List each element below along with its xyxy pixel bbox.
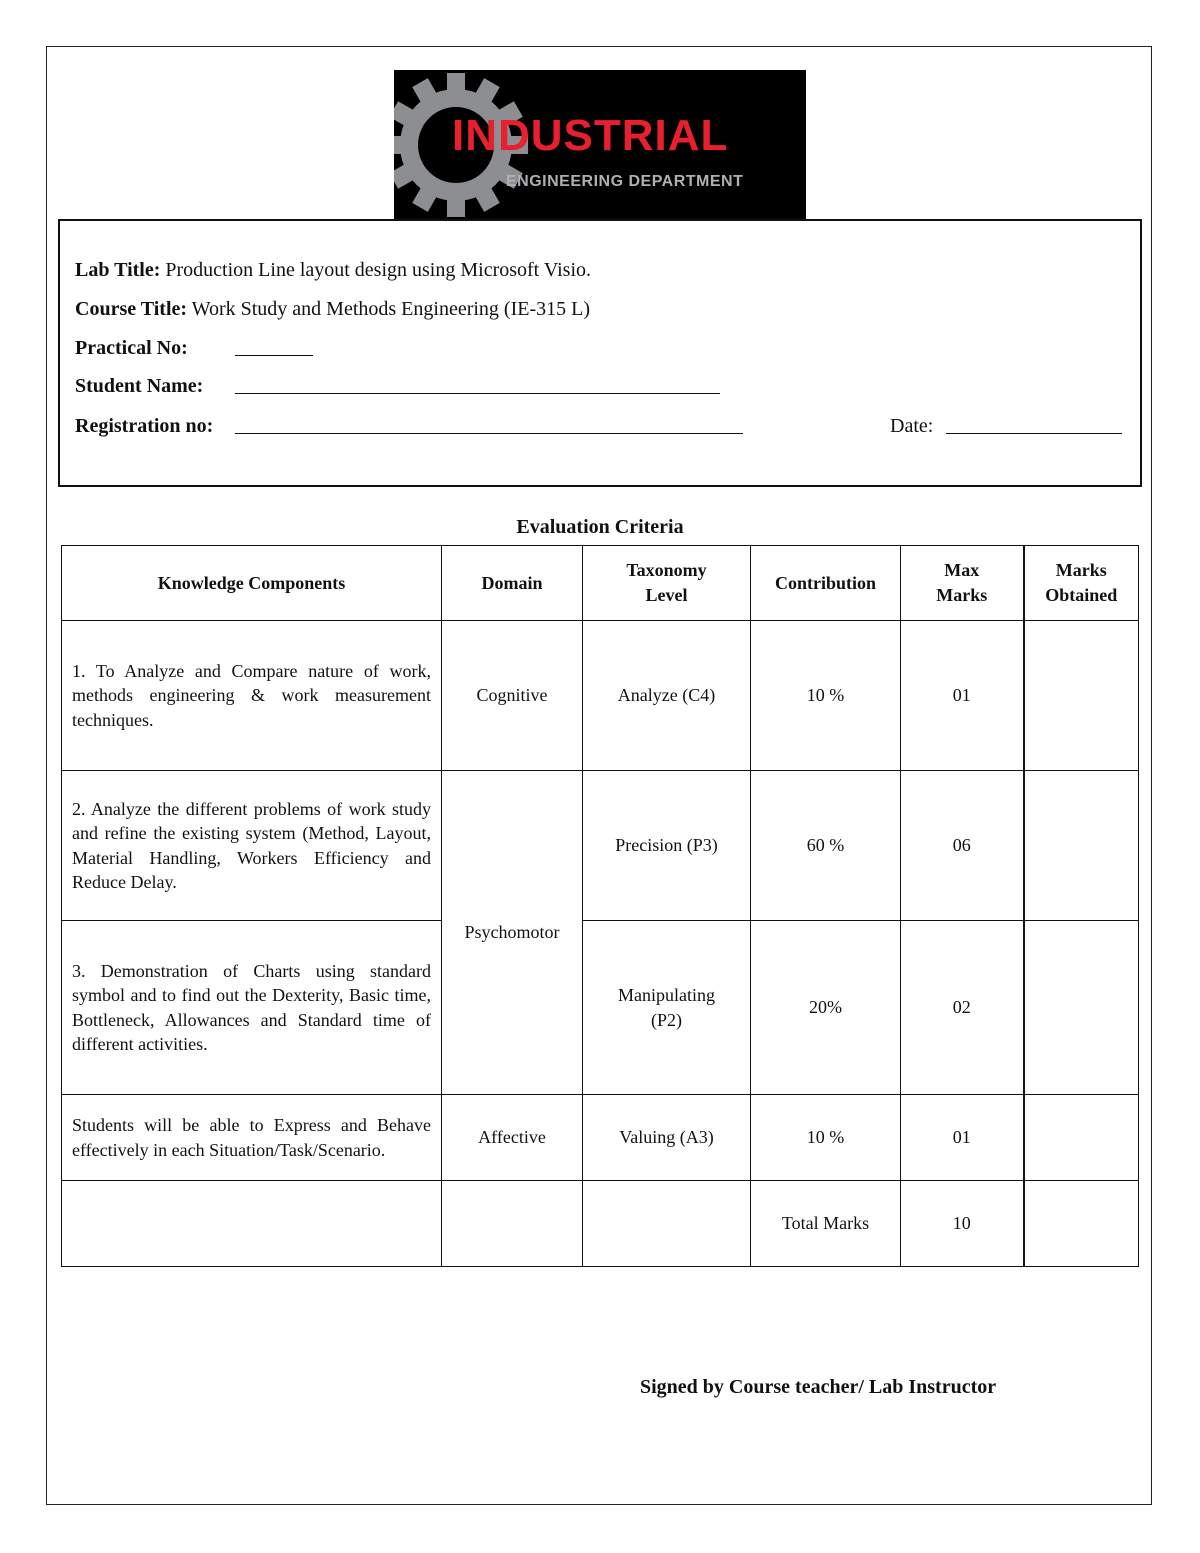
header-obtained-line1: Marks — [1055, 560, 1107, 580]
domain-cell: Affective — [442, 1095, 583, 1181]
empty-cell — [583, 1181, 751, 1267]
date-line — [890, 414, 933, 438]
lab-title-line — [75, 258, 591, 282]
header-max-marks — [901, 546, 1024, 621]
logo-title: INDUSTRIAL — [452, 111, 729, 160]
contribution-cell: 10 % — [751, 1095, 901, 1181]
header-taxonomy-line2: Level — [645, 585, 688, 605]
knowledge-component-2: 2. Analyze the different problems of work study and refine the existing system (Method, Layout, Material Handling, Workers Efficiency and Reduce Delay. — [62, 771, 442, 921]
empty-cell — [62, 1181, 442, 1267]
practical-no-label: Practical No: — [75, 337, 188, 359]
total-marks-obtained-cell[interactable] — [1024, 1181, 1139, 1267]
department-logo — [394, 70, 806, 220]
marks-obtained-cell[interactable] — [1024, 771, 1139, 921]
evaluation-criteria-title: Evaluation Criteria — [516, 516, 684, 538]
marks-obtained-cell[interactable] — [1024, 921, 1139, 1095]
table-row — [62, 621, 1139, 771]
knowledge-component-3: 3. Demonstration of Charts using standard symbol and to find out the Dexterity, Basic time, Bottleneck, Allowances and Standard time of different activities. — [62, 921, 442, 1095]
table-header-row — [62, 546, 1139, 621]
course-title-label: Course Title: — [75, 298, 188, 320]
taxonomy-line2: (P2) — [651, 1009, 682, 1030]
date-label: Date: — [890, 415, 934, 437]
header-max-line2: Marks — [936, 585, 988, 605]
knowledge-component-4: Students will be able to Express and Behave effectively in each Situation/Task/Scenario. — [62, 1095, 442, 1181]
signature-line: Signed by Course teacher/ Lab Instructor — [640, 1376, 997, 1398]
taxonomy-cell: Precision (P3) — [583, 771, 751, 921]
evaluation-criteria-table — [61, 545, 1139, 1267]
header-obtained-line2: Obtained — [1045, 585, 1118, 605]
registration-no-line — [75, 414, 213, 438]
taxonomy-line1: Manipulating — [618, 984, 715, 1005]
header-marks-obtained — [1024, 546, 1139, 621]
max-marks-cell: 01 — [901, 1095, 1024, 1181]
registration-no-field[interactable] — [235, 415, 743, 434]
taxonomy-cell: Analyze (C4) — [583, 621, 751, 771]
practical-no-field[interactable] — [235, 337, 313, 356]
lab-info-box — [58, 219, 1142, 487]
student-name-field[interactable] — [235, 375, 720, 394]
total-row — [62, 1181, 1139, 1267]
max-marks-cell: 02 — [901, 921, 1024, 1095]
lab-title-value: Production Line layout design using Microsoft Visio. — [165, 259, 592, 281]
domain-cell: Cognitive — [442, 621, 583, 771]
contribution-cell: 60 % — [751, 771, 901, 921]
date-field[interactable] — [946, 415, 1122, 434]
contribution-cell: 10 % — [751, 621, 901, 771]
marks-obtained-cell[interactable] — [1024, 621, 1139, 771]
table-row — [62, 1095, 1139, 1181]
header-taxonomy-level — [583, 546, 751, 621]
empty-cell — [442, 1181, 583, 1267]
domain-cell-merged: Psychomotor — [442, 771, 583, 1095]
total-marks-value: 10 — [901, 1181, 1024, 1267]
student-name-label: Student Name: — [75, 375, 204, 397]
course-title-value: Work Study and Methods Engineering (IE-315 L) — [191, 298, 590, 320]
marks-obtained-cell[interactable] — [1024, 1095, 1139, 1181]
header-contribution: Contribution — [751, 546, 901, 621]
practical-no-line — [75, 336, 188, 360]
header-domain: Domain — [442, 546, 583, 621]
student-name-line — [75, 374, 203, 398]
contribution-cell: 20% — [751, 921, 901, 1095]
logo-subtitle: ENGINEERING DEPARTMENT — [506, 173, 744, 190]
taxonomy-cell — [583, 921, 751, 1095]
taxonomy-cell: Valuing (A3) — [583, 1095, 751, 1181]
course-title-line — [75, 297, 590, 321]
header-taxonomy-line1: Taxonomy — [626, 560, 707, 580]
registration-no-label: Registration no: — [75, 415, 214, 437]
max-marks-cell: 01 — [901, 621, 1024, 771]
total-marks-label: Total Marks — [751, 1181, 901, 1267]
max-marks-cell: 06 — [901, 771, 1024, 921]
table-row — [62, 771, 1139, 921]
lab-title-label: Lab Title: — [75, 259, 161, 281]
table-row — [62, 921, 1139, 1095]
header-max-line1: Max — [944, 560, 980, 580]
header-knowledge-components: Knowledge Components — [62, 546, 442, 621]
knowledge-component-1: 1. To Analyze and Compare nature of work, methods engineering & work measurement techniques. — [62, 621, 442, 771]
